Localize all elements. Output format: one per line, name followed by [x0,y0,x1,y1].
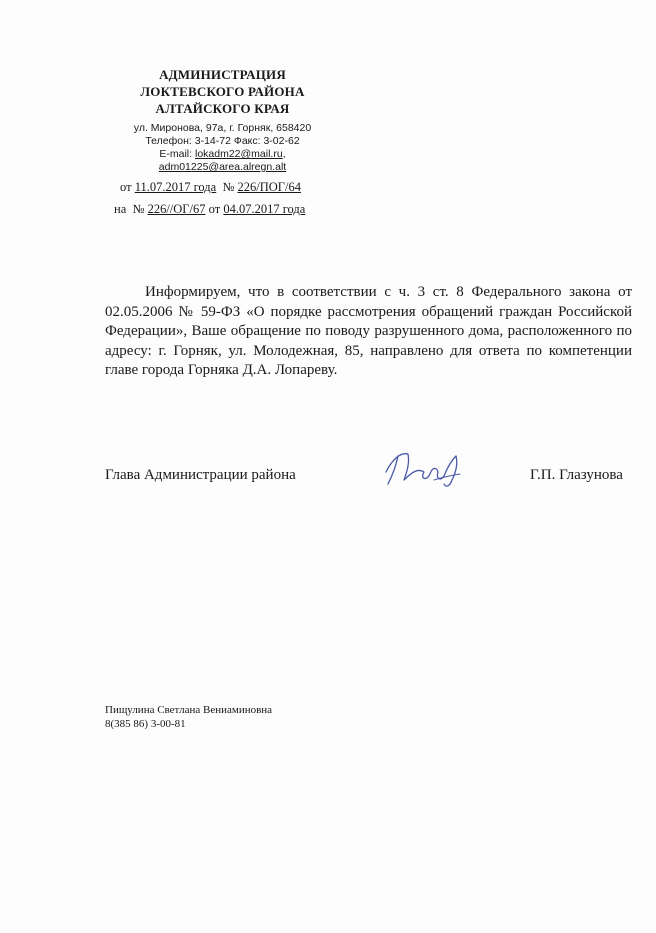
phone-fax: Телефон: 3-14-72 Факс: 3-02-62 [145,135,300,147]
email-line [100,148,345,161]
executor-block [105,703,272,731]
org-name-line-2: ЛОКТЕВСКОГО РАЙОНА [140,84,305,99]
outgoing-number: 226/ПОГ/64 [237,180,302,194]
signatory-title: Глава Администрации района [105,467,296,483]
executor-phone: 8(385 86) 3-00-81 [105,718,186,730]
letter-body: Информируем, что в соответствии с ч. 3 ст. 8 Федерального закона от 02.05.2006 № 59-ФЗ «О порядке рассмотрения обращений граждан Российской Федерации», Ваше обращение по поводу разрушенного дома, расположенного по адресу: г. Горняк, ул. Молодежная, 85, направлено для ответа по компетенции главе города Горняка Д.А. Лопареву. [105,284,632,378]
in-ot-label: от [208,202,221,216]
signatory-name: Г.П. Глазунова [530,467,623,483]
number-label-2: № [132,202,145,216]
letterhead [100,66,345,117]
email-separator: , [282,148,286,160]
incoming-date: 04.07.2017 года [223,202,306,216]
email-link-2[interactable]: adm01225@area.alregn.alt [158,161,287,173]
email-label: E-mail: [159,148,195,160]
outgoing-reference [120,180,301,195]
ot-label: от [120,180,132,194]
incoming-reference [114,202,305,217]
address: ул. Миронова, 97а, г. Горняк, 658420 [133,122,312,134]
executor-name: Пищулина Светлана Вениаминовна [105,704,273,716]
org-name-line-1: АДМИНИСТРАЦИЯ [159,67,286,82]
incoming-number: 226//ОГ/67 [147,202,206,216]
handwritten-signature [378,442,468,492]
outgoing-date: 11.07.2017 года [134,180,217,194]
contact-block [100,122,345,174]
email-link-1[interactable]: lokadm22@mail.ru [194,148,283,160]
number-label: № [222,180,235,194]
na-label: на [114,202,127,216]
org-name-line-3: АЛТАЙСКОГО КРАЯ [155,101,290,116]
